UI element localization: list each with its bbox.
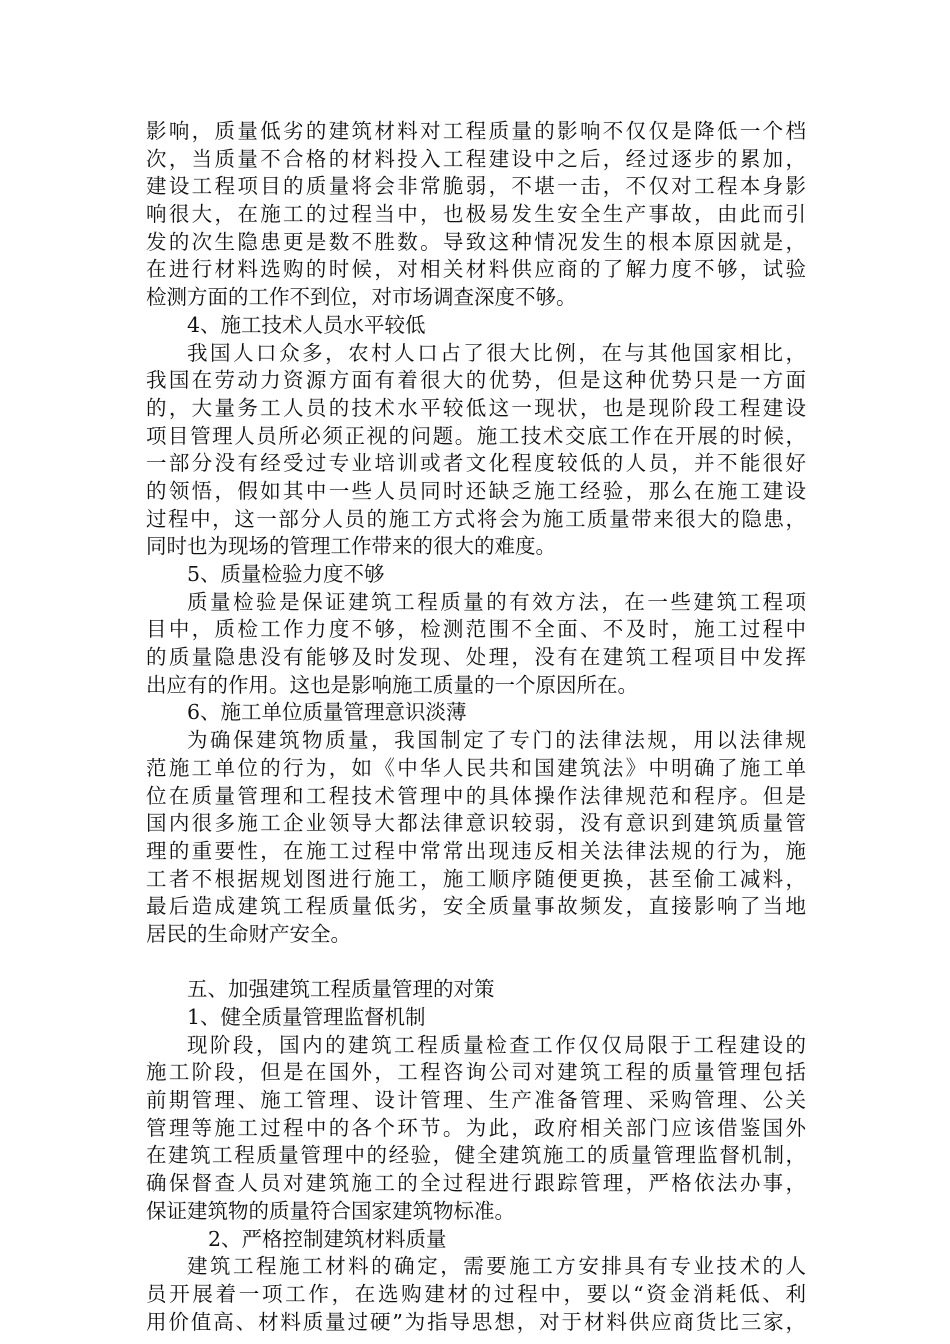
text-line: 建设工程项目的质量将会非常脆弱，不堪一击，不仅对工程本身影	[146, 174, 806, 199]
text-line: 的质量隐患没有能够及时发现、处理，没有在建筑工程项目中发挥	[146, 645, 806, 670]
text-line: 保证建筑物的质量符合国家建筑物标准。	[146, 1198, 515, 1223]
text-line: 五、加强建筑工程质量管理的对策	[187, 977, 495, 1002]
text-line: 现阶段，国内的建筑工程质量检查工作仅仅局限于工程建设的	[187, 1032, 806, 1057]
text-line: 目中，质检工作力度不够，检测范围不全面、不及时，施工过程中	[146, 617, 806, 642]
text-line: 5、质量检验力度不够	[187, 562, 385, 586]
text-line: 员开展着一项工作，在选购建材的过程中，要以“资金消耗低、利	[146, 1281, 806, 1306]
text-line: 发的次生隐患更是数不胜数。导致这种情况发生的根本原因就是，	[146, 229, 806, 254]
text-line: 确保督查人员对建筑施工的全过程进行跟踪管理，严格依法办事，	[146, 1171, 806, 1196]
text-line: 响很大，在施工的过程当中，也极易发生安全生产事故，由此而引	[146, 202, 806, 227]
text-line: 为确保建筑物质量，我国制定了专门的法律法规，用以法律规	[187, 728, 806, 753]
text-line: 同时也为现场的管理工作带来的很大的难度。	[146, 534, 556, 559]
text-line: 理的重要性，在施工过程中常常出现违反相关法律法规的行为，施	[146, 838, 806, 863]
text-line: 过程中，这一部分人员的施工方式将会为施工质量带来很大的隐患，	[146, 506, 806, 531]
text-line: 在建筑工程质量管理中的经验，健全建筑施工的质量管理监督机制，	[146, 1143, 806, 1168]
text-line: 次，当质量不合格的材料投入工程建设中之后，经过逐步的累加，	[146, 146, 806, 171]
text-line: 的领悟，假如其中一些人员同时还缺乏施工经验，那么在施工建设	[146, 478, 806, 503]
text-line: 质量检验是保证建筑工程质量的有效方法，在一些建筑工程项	[187, 589, 806, 614]
text-line: 用价值高、材料质量过硬”为指导思想，对于材料供应商货比三家，	[146, 1309, 806, 1334]
text-line: 范施工单位的行为，如《中华人民共和国建筑法》中明确了施工单	[146, 755, 806, 780]
text-line: 工者不根据规划图进行施工，施工顺序随便更换，甚至偷工减料，	[146, 866, 806, 891]
text-line: 前期管理、施工管理、设计管理、生产准备管理、采购管理、公关	[146, 1088, 806, 1113]
text-line: 在进行材料选购的时候，对相关材料供应商的了解力度不够，试验	[146, 257, 806, 282]
text-line: 位在质量管理和工程技术管理中的具体操作法律规范和程序。但是	[146, 783, 806, 808]
text-line: 最后造成建筑工程质量低劣，安全质量事故频发，直接影响了当地	[146, 894, 806, 919]
text-line: 的，大量务工人员的技术水平较低这一现状，也是现阶段工程建设	[146, 395, 806, 420]
text-line: 管理等施工过程中的各个环节。为此，政府相关部门应该借鉴国外	[146, 1115, 806, 1140]
text-line: 1、健全质量管理监督机制	[187, 1005, 426, 1029]
text-line: 出应有的作用。这也是影响施工质量的一个原因所在。	[146, 672, 638, 697]
text-line: 一部分没有经受过专业培训或者文化程度较低的人员，并不能很好	[146, 451, 806, 476]
text-line: 我国人口众多，农村人口占了很大比例，在与其他国家相比，	[187, 340, 806, 365]
text-line: 建筑工程施工材料的确定，需要施工方安排具有专业技术的人	[187, 1254, 806, 1279]
text-line: 我国在劳动力资源方面有着很大的优势，但是这种优势只是一方面	[146, 368, 806, 393]
text-line: 6、施工单位质量管理意识淡薄	[187, 700, 467, 725]
text-line: 4、施工技术人员水平较低	[187, 312, 426, 337]
text-line: 国内很多施工企业领导大都法律意识较弱，没有意识到建筑质量管	[146, 811, 806, 836]
text-line: 项目管理人员所必须正视的问题。施工技术交底工作在开展的时候，	[146, 423, 806, 448]
text-line: 影响，质量低劣的建筑材料对工程质量的影响不仅仅是降低一个档	[146, 119, 806, 143]
text-line: 施工阶段，但是在国外，工程咨询公司对建筑工程的质量管理包括	[146, 1060, 806, 1085]
text-line: 2、严格控制建筑材料质量	[208, 1226, 447, 1251]
document-body	[146, 118, 806, 1336]
text-line: 居民的生命财产安全。	[146, 921, 351, 946]
blank-line	[146, 949, 806, 977]
text-line: 检测方面的工作不到位，对市场调查深度不够。	[146, 285, 577, 310]
